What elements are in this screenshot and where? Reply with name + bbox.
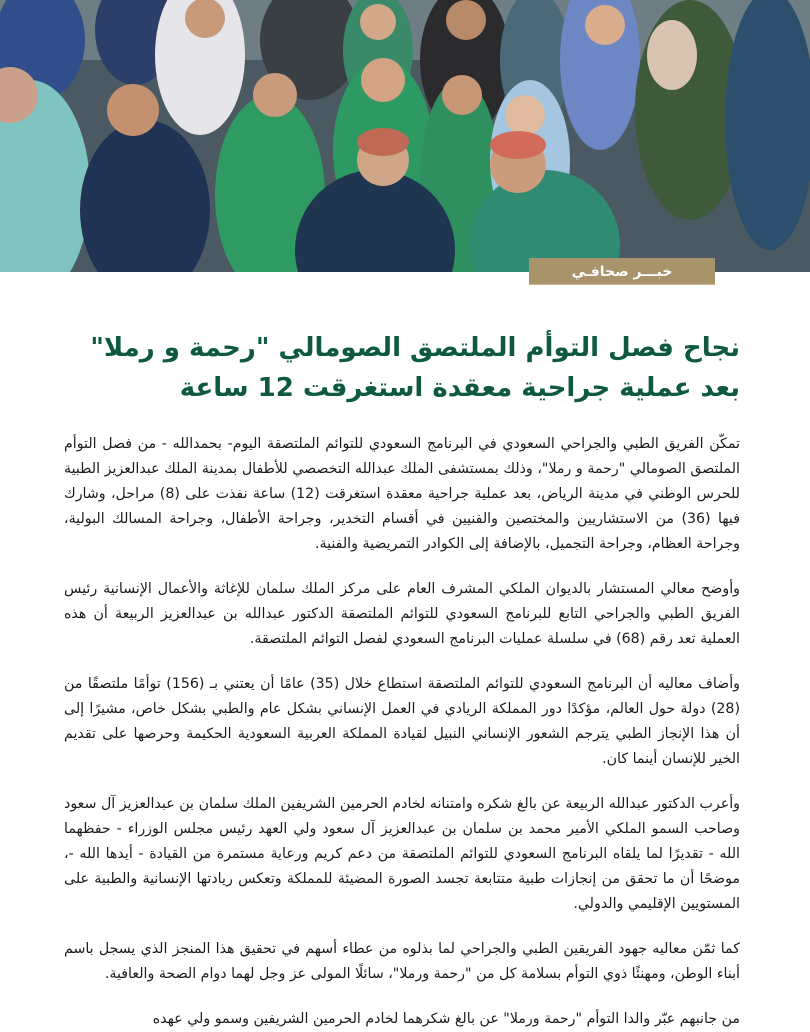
team-photo	[0, 0, 810, 272]
team-photo-illustration	[0, 0, 810, 272]
paragraph-6: من جانبهم عبّر والدا التوأم "رحمة ورملا" عن بالغ شكرهما لخادم الحرمين الشريفين وسمو ولي عهده	[152, 1011, 740, 1027]
paragraph-2: وأوضح معالي المستشار بالديوان الملكي المشرف العام على مركز الملك سلمان للإغاثة والأعمال الإنسانية رئيس الفريق الطبي والجراحي التابع للبرنامج السعودي للتوائم الملتصقة الدكتور عبدالله بن عبدالعزيز الربيعة أن هذه العملية تعد رقم (68) في سلسلة عمليات البرنامج السعودي لفصل التوائم الملتصقة.	[64, 581, 740, 647]
article-headline	[64, 328, 740, 408]
paragraph-5: كما ثمّن معاليه جهود الفريقين الطبي والجراحي لما بذلوه من عطاء أسهم في تحقيق هذا المنجز الذي يسجل باسم أبناء الوطن، ومهنئًا ذوي التوأم بسلامة كل من "رحمة ورملا"، سائلًا المولى عز وجل لهما دوام الصحة والعافية.	[64, 941, 740, 982]
paragraph-4: وأعرب الدكتور عبدالله الربيعة عن بالغ شكره وامتنانه لخادم الحرمين الشريفين الملك سلمان بن عبدالعزيز آل سعود وصاحب السمو الملكي الأمير محمد بن سلمان بن عبدالعزيز آل سعود ولي العهد رئيس مجلس الوزراء - حفظهما الله - تقديرًا لما يلقاه البرنامج السعودي للتوائم الملتصقة من دعم كريم ورعاية مستمرة من القيادة - أيدها الله -، موضحًا أن ما تحقق من إنجازات طبية متتابعة تجسد الصورة المضيئة للمملكة وتعكس ريادتها الإنسانية والطبية على المستويين الإقليمي والدولي.	[64, 796, 740, 912]
paragraph-3: وأضاف معاليه أن البرنامج السعودي للتوائم الملتصقة استطاع خلال (35) عامًا أن يعتني بـ (156) توأمًا ملتصقًا من (28) دولة حول العالم، مؤكدًا دور المملكة الريادي في العمل الإنساني بشكل عام والطبي بشكل خاص، مشيرًا إلى أن هذا الإنجاز الطبي يترجم الشعور الإنساني النبيل لقيادة المملكة العربية السعودية الحكيمة وحرصها على تقديم الخير للإنسان أينما كان.	[64, 676, 740, 767]
badge-underline	[529, 284, 715, 285]
article-body	[0, 300, 810, 1027]
paragraph-1: تمكّن الفريق الطبي والجراحي السعودي في البرنامج السعودي للتوائم الملتصقة اليوم- بحمدالله - من فصل التوأم الملتصق الصومالي "رحمة و رملا"، وذلك بمستشفى الملك عبدالله التخصصي للأطفال بمدينة الملك عبدالعزيز الطبية للحرس الوطني في مدينة الرياض، بعد عملية جراحية معقدة استغرقت (12) ساعة نفذت على (8) مراحل، وشارك فيها (36) من الاستشاريين والمختصين والفنيين في أقسام التخدير، وجراحة الأطفال، وجراحة المسالك البولية، وجراحة العظام، وجراحة التجميل، بالإضافة إلى الكوادر التمريضية والفنية.	[64, 436, 740, 552]
badge-label: خبـــر صحافـي	[571, 263, 673, 280]
headline-line-1: نجاح فصل التوأم الملتصق الصومالي "رحمة و رملا"	[90, 333, 740, 363]
headline-line-2: بعد عملية جراحية معقدة استغرقت 12 ساعة	[179, 373, 740, 403]
press-release-badge	[529, 258, 715, 285]
